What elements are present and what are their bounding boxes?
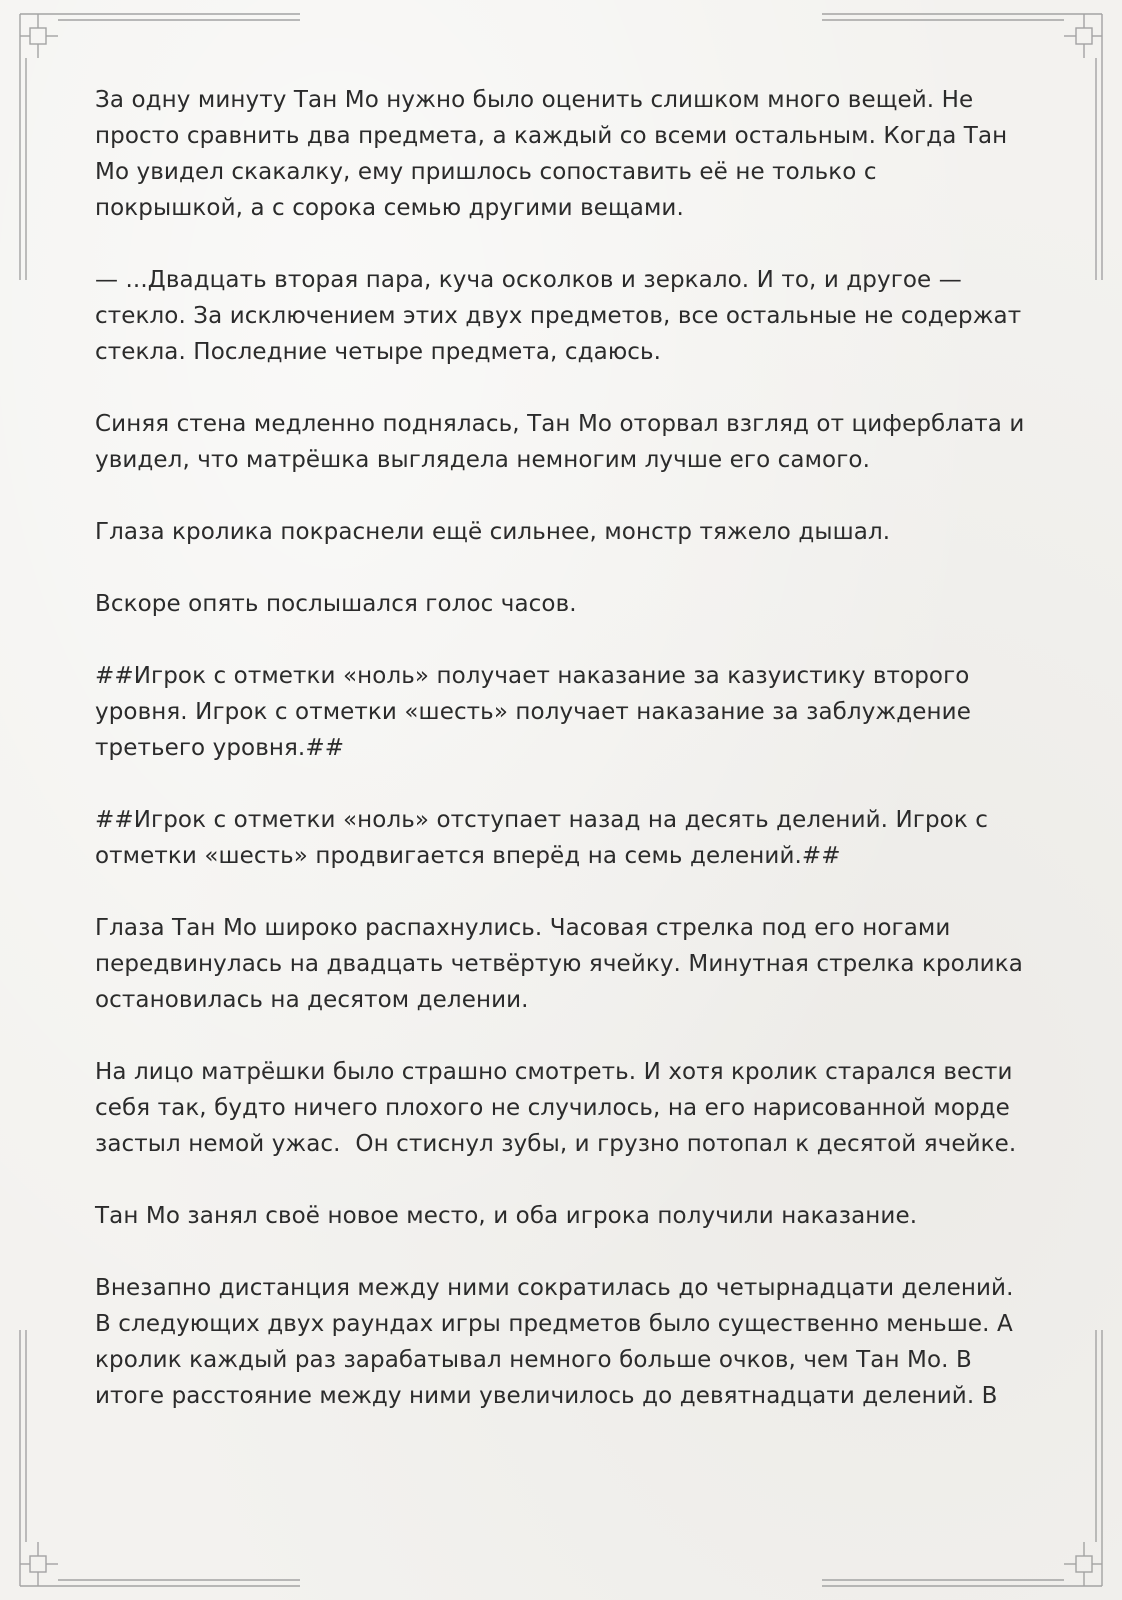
paragraph: Тан Мо занял своё новое место, и оба игрока получили наказание.	[95, 1203, 918, 1229]
paragraph: За одну минуту Тан Мо нужно было оценить слишком много вещей. Не просто сравнить два предмета, а каждый со всеми остальным. Когда Тан Мо увидел скакалку, ему пришлось сопоставить её не только с покрышкой, а с сорока семью другими вещами.	[95, 87, 1015, 221]
paragraph: На лицо матрёшки было страшно смотреть. И хотя кролик старался вести себя так, будто ничего плохого не случилось, на его нарисованной морде застыл немой ужас. Он стиснул зубы, и грузно потопал к десятой ячейке.	[95, 1059, 1021, 1157]
paragraph: Синяя стена медленно поднялась, Тан Мо оторвал взгляд от циферблата и увидел, что матрёшка выглядела немногим лучше его самого.	[95, 411, 1032, 473]
paragraph: Вскоре опять послышался голос часов.	[95, 591, 577, 617]
paragraph: Внезапно дистанция между ними сократилась до четырнадцати делений. В следующих двух раундах игры предметов было существенно меньше. А кролик каждый раз зарабатывал немного больше очков, чем Тан Мо. В итоге расстояние между ними увеличилось до девятнадцати делений. В	[95, 1275, 1021, 1409]
chapter-text	[95, 82, 1030, 1450]
paragraph: — ...Двадцать вторая пара, куча осколков и зеркало. И то, и другое — стекло. За исключением этих двух предметов, все остальные не содержат стекла. Последние четыре предмета, сдаюсь.	[95, 267, 1029, 365]
paragraph: Глаза Тан Мо широко распахнулись. Часовая стрелка под его ногами передвинулась на двадцать четвёртую ячейку. Минутная стрелка кролика остановилась на десятом делении.	[95, 915, 1031, 1013]
paragraph: ##Игрок с отметки «ноль» получает наказание за казуистику второго уровня. Игрок с отметки «шесть» получает наказание за заблуждение третьего уровня.##	[95, 663, 979, 761]
paragraph: ##Игрок с отметки «ноль» отступает назад на десять делений. Игрок с отметки «шесть» продвигается вперёд на семь делений.##	[95, 807, 996, 869]
paragraph: Глаза кролика покраснели ещё сильнее, монстр тяжело дышал.	[95, 519, 891, 545]
